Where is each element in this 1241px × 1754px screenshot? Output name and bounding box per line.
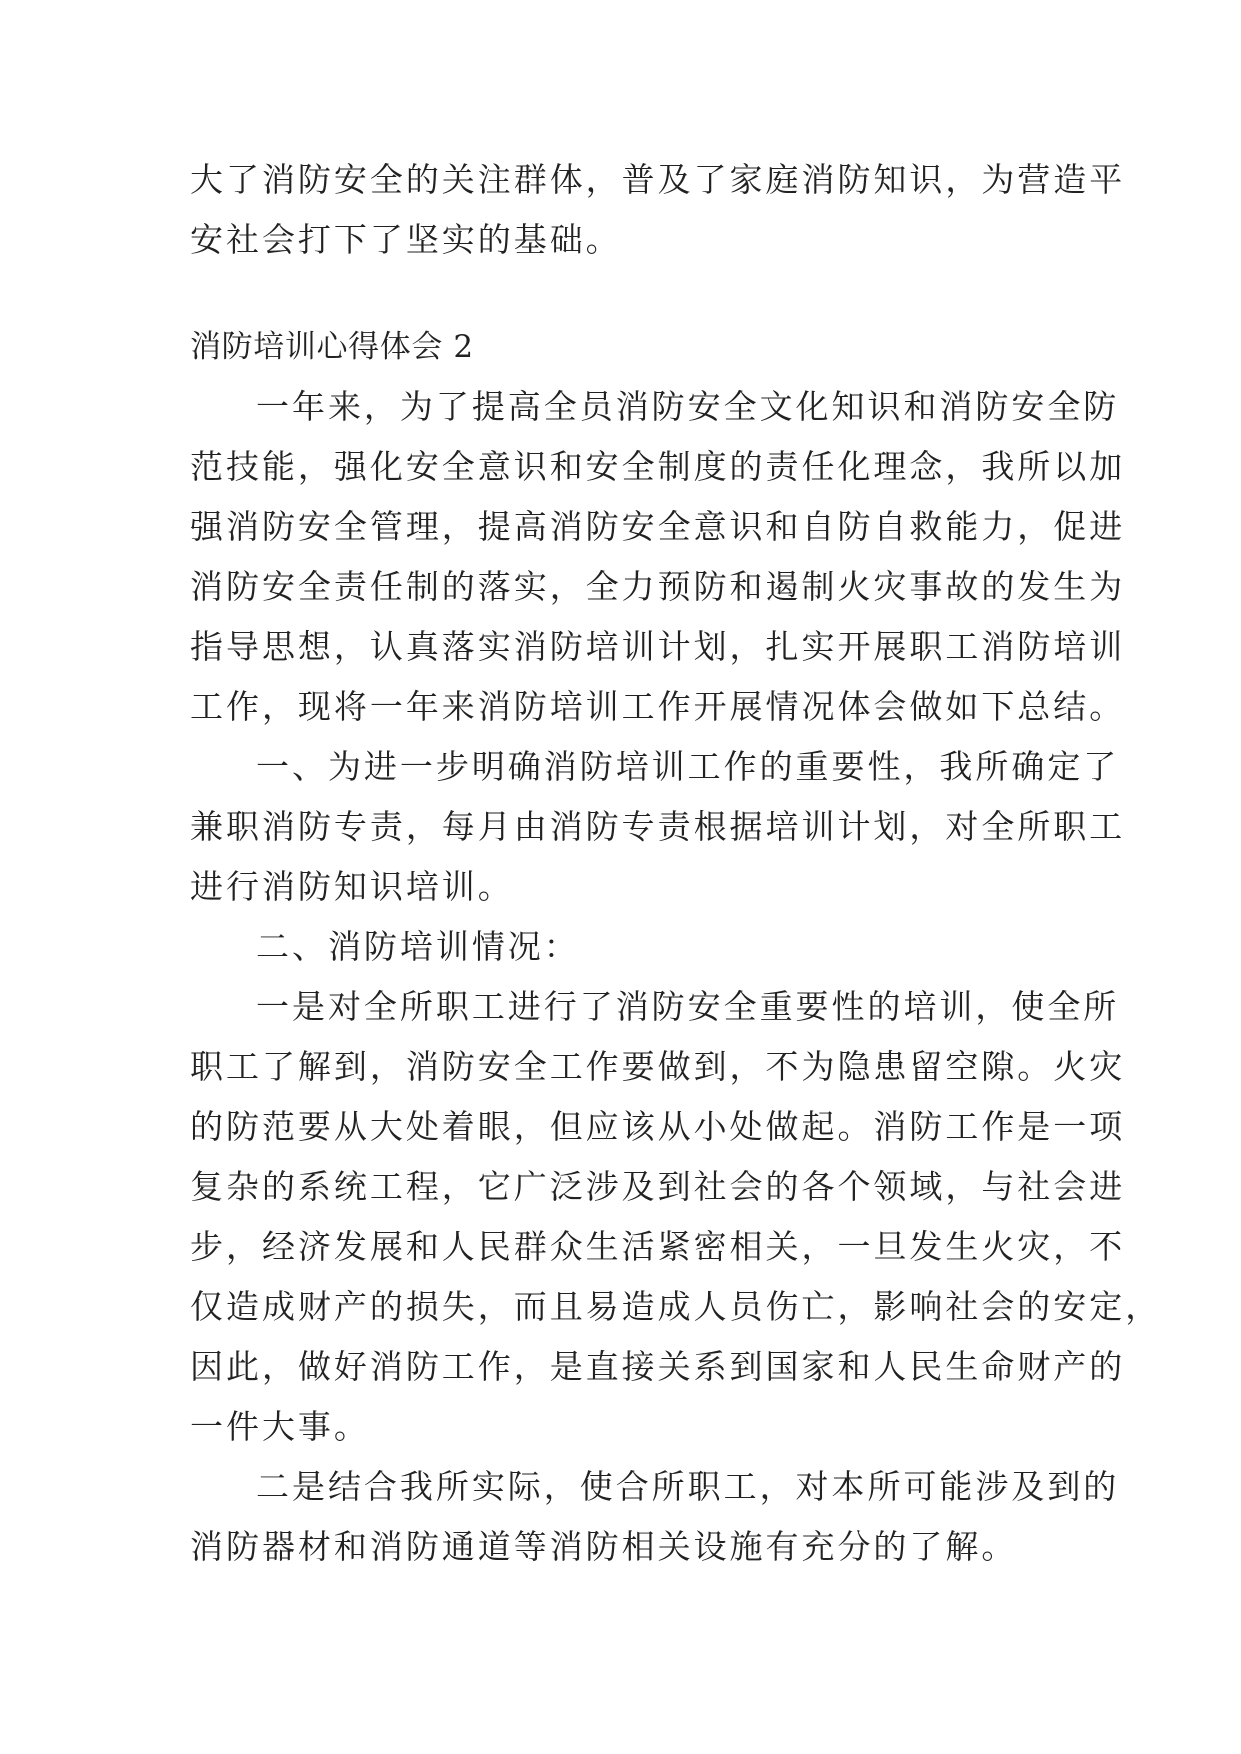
text-line: 进行消防知识培训。	[190, 867, 514, 906]
text-line: 消防安全责任制的落实，全力预防和遏制火灾事故的发生为	[190, 567, 1126, 606]
section-title: 消防培训心得体会 2	[190, 329, 474, 365]
text-line: 二是结合我所实际，使合所职工，对本所可能涉及到的	[256, 1467, 1120, 1506]
text-line: 安社会打下了坚实的基础。	[190, 220, 622, 259]
text-line: 一件大事。	[190, 1407, 370, 1446]
text-line: 大了消防安全的关注群体，普及了家庭消防知识，为营造平	[190, 160, 1126, 199]
text-line: 步，经济发展和人民群众生活紧密相关，一旦发生火灾，不	[190, 1227, 1126, 1266]
text-line: 指导思想，认真落实消防培训计划，扎实开展职工消防培训	[190, 627, 1126, 666]
paragraph	[190, 377, 1126, 737]
text-line: 工作，现将一年来消防培训工作开展情况体会做如下总结。	[190, 687, 1126, 726]
text-line: 一、为进一步明确消防培训工作的重要性，我所确定了	[256, 747, 1120, 786]
text-line: 二、消防培训情况：	[256, 927, 580, 966]
text-line: 的防范要从大处着眼，但应该从小处做起。消防工作是一项	[190, 1107, 1126, 1146]
text-line: 仅造成财产的损失，而且易造成人员伤亡，影响社会的安定，	[190, 1287, 1162, 1326]
text-line: 消防器材和消防通道等消防相关设施有充分的了解。	[190, 1527, 1018, 1566]
paragraph	[190, 977, 1162, 1457]
text-line: 职工了解到，消防安全工作要做到，不为隐患留空隙。火灾	[190, 1047, 1126, 1086]
text-line: 兼职消防专责，每月由消防专责根据培训计划，对全所职工	[190, 807, 1126, 846]
text-line: 一是对全所职工进行了消防安全重要性的培训，使全所	[256, 987, 1120, 1026]
text-line: 强消防安全管理，提高消防安全意识和自防自救能力，促进	[190, 507, 1126, 546]
text-line: 因此，做好消防工作，是直接关系到国家和人民生命财产的	[190, 1347, 1126, 1386]
paragraph-continued	[190, 150, 1126, 270]
paragraph	[190, 1457, 1120, 1577]
paragraph	[190, 737, 1126, 917]
text-line: 范技能，强化安全意识和安全制度的责任化理念，我所以加	[190, 447, 1126, 486]
text-line: 一年来，为了提高全员消防安全文化知识和消防安全防	[256, 387, 1120, 426]
text-line: 复杂的系统工程，它广泛涉及到社会的各个领域，与社会进	[190, 1167, 1126, 1206]
document-body	[190, 150, 1162, 1577]
paragraph	[190, 917, 1070, 977]
